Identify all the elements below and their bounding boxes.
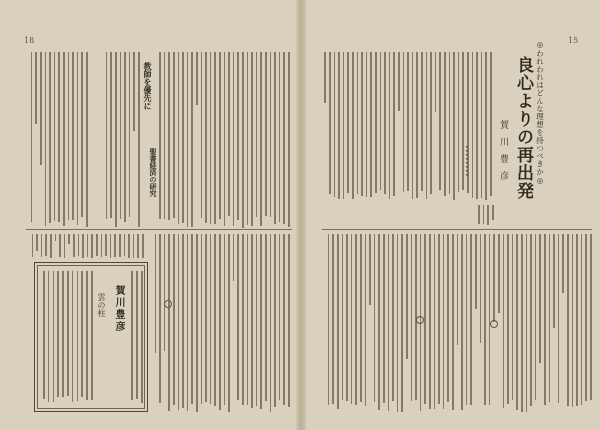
- text-line: [444, 52, 446, 196]
- body-text-column: [154, 234, 290, 412]
- text-line: [196, 52, 198, 105]
- body-text-column: [324, 52, 492, 200]
- text-line: [562, 234, 564, 293]
- text-line: [283, 52, 285, 224]
- text-line: [138, 52, 140, 227]
- text-line: [201, 234, 203, 404]
- body-text-column: [324, 234, 592, 412]
- text-line: [539, 234, 541, 363]
- text-line: [119, 234, 121, 257]
- text-line: [205, 234, 207, 402]
- text-line: [36, 234, 38, 251]
- text-line: [110, 52, 112, 218]
- text-line: [219, 234, 221, 410]
- body-text-column: [28, 234, 144, 258]
- text-line: [438, 234, 440, 404]
- text-line: [411, 234, 413, 401]
- text-line: [64, 234, 66, 258]
- text-line: [279, 52, 281, 222]
- text-line: [164, 234, 166, 351]
- text-line: [435, 52, 437, 112]
- text-line: [114, 234, 116, 257]
- left-page: [0, 0, 298, 430]
- text-line: [378, 234, 380, 410]
- text-line: [347, 52, 349, 193]
- text-line: [45, 52, 47, 226]
- text-line: [498, 234, 500, 313]
- text-line: [492, 205, 494, 220]
- text-line: [398, 52, 400, 111]
- text-line: [201, 52, 203, 218]
- text-line: [77, 52, 79, 225]
- text-line: [274, 52, 276, 224]
- text-line: [483, 205, 485, 224]
- text-line: [443, 234, 445, 409]
- text-line: [553, 234, 555, 328]
- text-line: [133, 52, 135, 131]
- text-line: [470, 234, 472, 405]
- text-line: [168, 52, 170, 220]
- text-line: [476, 52, 478, 199]
- text-line: [374, 234, 376, 402]
- text-line: [393, 52, 395, 196]
- text-line: [288, 52, 290, 227]
- text-line: [406, 234, 408, 359]
- text-line: [242, 52, 244, 228]
- text-line: [462, 52, 464, 190]
- text-line: [384, 52, 386, 194]
- text-line: [35, 52, 37, 124]
- text-line: [247, 234, 249, 405]
- text-line: [228, 52, 230, 216]
- separator-mark: [164, 300, 172, 308]
- text-line: [45, 234, 47, 256]
- text-line: [31, 52, 33, 222]
- separator-mark: [416, 316, 424, 324]
- text-line: [572, 234, 574, 407]
- text-line: [41, 234, 43, 257]
- text-line: [77, 271, 79, 401]
- text-line: [535, 234, 537, 400]
- text-line: [421, 52, 423, 191]
- text-line: [324, 52, 326, 103]
- text-line: [403, 52, 405, 192]
- text-line: [68, 52, 70, 220]
- text-line: [43, 271, 45, 399]
- text-line: [81, 52, 83, 217]
- text-line: [53, 271, 55, 402]
- text-line: [210, 234, 212, 404]
- text-line: [503, 234, 505, 408]
- column-divider: [322, 229, 592, 230]
- body-text-column: [474, 205, 494, 225]
- text-line: [366, 52, 368, 197]
- text-line: [512, 234, 514, 400]
- text-line: [82, 234, 84, 258]
- text-line: [270, 52, 272, 217]
- text-line: [205, 52, 207, 223]
- article-title: 良心よりの再出発: [513, 56, 533, 200]
- advert-text: [127, 271, 143, 403]
- text-line: [58, 52, 60, 222]
- text-line: [133, 234, 135, 258]
- text-line: [338, 52, 340, 199]
- text-line: [458, 52, 460, 192]
- text-line: [355, 234, 357, 405]
- text-line: [55, 234, 57, 241]
- text-line: [585, 234, 587, 401]
- text-line: [265, 234, 267, 401]
- text-line: [86, 52, 88, 227]
- text-line: [155, 234, 157, 353]
- text-line: [242, 234, 244, 405]
- column-divider: [26, 229, 292, 230]
- text-line: [332, 234, 334, 404]
- text-line: [214, 234, 216, 406]
- text-line: [137, 234, 139, 258]
- text-line: [279, 234, 281, 400]
- text-line: [475, 234, 477, 309]
- text-line: [78, 234, 80, 256]
- text-line: [54, 52, 56, 221]
- text-line: [472, 52, 474, 198]
- text-line: [96, 234, 98, 256]
- text-line: [530, 234, 532, 406]
- advert-text: [43, 271, 93, 403]
- text-line: [173, 52, 175, 218]
- text-line: [178, 52, 180, 224]
- text-line: [576, 234, 578, 406]
- separator-mark: [490, 320, 498, 328]
- text-line: [49, 52, 51, 223]
- text-line: [337, 234, 339, 409]
- text-line: [452, 234, 454, 410]
- text-line: [260, 234, 262, 409]
- text-line: [87, 234, 89, 257]
- text-line: [397, 234, 399, 412]
- text-line: [485, 52, 487, 200]
- text-line: [63, 52, 65, 226]
- text-line: [32, 234, 34, 257]
- advert-title: 賀川豊彦: [113, 285, 124, 333]
- text-line: [91, 271, 93, 400]
- text-line: [228, 234, 230, 412]
- text-line: [237, 234, 239, 400]
- leader-dots: [466, 146, 468, 176]
- text-line: [191, 52, 193, 227]
- text-line: [412, 52, 414, 199]
- text-line: [256, 234, 258, 406]
- text-line: [370, 52, 372, 197]
- text-line: [260, 52, 262, 226]
- text-line: [48, 271, 50, 402]
- text-line: [369, 234, 371, 305]
- text-line: [124, 234, 126, 256]
- text-line: [383, 234, 385, 403]
- text-line: [581, 234, 583, 405]
- text-line: [159, 52, 161, 219]
- right-page: [304, 0, 600, 430]
- text-line: [59, 234, 61, 257]
- text-line: [187, 234, 189, 411]
- text-line: [105, 234, 107, 256]
- text-line: [429, 234, 431, 409]
- text-line: [466, 234, 468, 405]
- text-line: [342, 234, 344, 400]
- text-line: [521, 234, 523, 412]
- text-line: [233, 52, 235, 226]
- body-text-column: [28, 52, 88, 228]
- text-line: [274, 234, 276, 407]
- text-line: [106, 52, 108, 219]
- text-line: [375, 52, 377, 193]
- text-line: [283, 234, 285, 405]
- text-line: [516, 234, 518, 410]
- text-line: [288, 234, 290, 407]
- text-line: [142, 234, 144, 258]
- text-line: [164, 52, 166, 219]
- text-line: [389, 52, 391, 199]
- text-line: [407, 52, 409, 191]
- text-line: [449, 52, 451, 194]
- text-line: [81, 271, 83, 397]
- text-line: [72, 52, 74, 220]
- text-line: [484, 234, 486, 405]
- text-line: [62, 271, 64, 397]
- text-line: [424, 234, 426, 404]
- text-line: [478, 205, 480, 224]
- text-line: [360, 234, 362, 402]
- left-page-number: 18: [24, 36, 35, 45]
- text-line: [480, 234, 482, 343]
- text-line: [50, 234, 52, 258]
- text-line: [128, 234, 130, 258]
- text-line: [590, 234, 592, 400]
- text-line: [549, 234, 551, 402]
- section-heading: 教師を優先に: [143, 62, 153, 110]
- text-line: [101, 234, 103, 257]
- text-line: [173, 234, 175, 405]
- text-line: [481, 52, 483, 198]
- text-line: [224, 52, 226, 226]
- text-line: [124, 52, 126, 222]
- text-line: [334, 52, 336, 197]
- text-line: [141, 271, 143, 403]
- text-line: [426, 52, 428, 199]
- body-text-column: [156, 52, 290, 228]
- text-line: [129, 52, 131, 217]
- text-line: [214, 52, 216, 224]
- section-heading: 聖書経済の研究: [149, 148, 158, 197]
- text-line: [40, 52, 42, 165]
- text-line: [67, 271, 69, 396]
- text-line: [168, 234, 170, 411]
- text-line: [136, 271, 138, 399]
- text-line: [159, 234, 161, 403]
- text-line: [392, 234, 394, 401]
- text-line: [453, 52, 455, 200]
- text-line: [115, 52, 117, 227]
- text-line: [401, 234, 403, 412]
- advert-box: [34, 262, 148, 412]
- text-line: [72, 271, 74, 402]
- text-line: [493, 234, 495, 322]
- text-line: [346, 234, 348, 401]
- advert-subtitle: 雲の柱: [97, 293, 106, 317]
- text-line: [526, 234, 528, 412]
- text-line: [219, 52, 221, 219]
- text-line: [352, 52, 354, 199]
- text-line: [110, 234, 112, 258]
- text-line: [544, 234, 546, 405]
- text-line: [265, 52, 267, 216]
- article-author: 賀川豊彦: [498, 120, 508, 188]
- text-line: [434, 234, 436, 409]
- text-line: [489, 234, 491, 405]
- text-line: [490, 52, 492, 196]
- text-line: [120, 52, 122, 219]
- text-line: [182, 52, 184, 223]
- text-line: [247, 52, 249, 225]
- text-line: [91, 234, 93, 258]
- text-line: [224, 234, 226, 405]
- body-text-column: [104, 52, 140, 228]
- text-line: [567, 234, 569, 406]
- text-line: [256, 52, 258, 217]
- right-page-number: 15: [568, 36, 579, 45]
- text-line: [86, 271, 88, 400]
- text-line: [182, 234, 184, 408]
- text-line: [461, 234, 463, 410]
- text-line: [68, 234, 70, 244]
- text-line: [210, 52, 212, 224]
- text-line: [270, 234, 272, 412]
- text-line: [233, 234, 235, 281]
- text-line: [380, 52, 382, 190]
- text-line: [361, 52, 363, 196]
- text-line: [237, 52, 239, 220]
- text-line: [558, 234, 560, 403]
- text-line: [131, 271, 133, 400]
- text-line: [430, 52, 432, 194]
- text-line: [357, 52, 359, 194]
- text-line: [196, 234, 198, 412]
- text-line: [439, 52, 441, 190]
- text-line: [365, 234, 367, 406]
- text-line: [388, 234, 390, 411]
- text-line: [191, 234, 193, 404]
- text-line: [57, 271, 59, 397]
- text-line: [328, 234, 330, 405]
- text-line: [73, 234, 75, 257]
- text-line: [487, 205, 489, 225]
- text-line: [416, 52, 418, 198]
- article-kicker: ◎われわれはどんな理想を持つべきか◎: [535, 40, 545, 186]
- text-line: [178, 234, 180, 410]
- text-line: [251, 52, 253, 226]
- text-line: [507, 234, 509, 404]
- text-line: [457, 234, 459, 345]
- text-line: [329, 52, 331, 194]
- text-line: [187, 52, 189, 227]
- text-line: [447, 234, 449, 402]
- text-line: [251, 234, 253, 408]
- text-line: [351, 234, 353, 404]
- text-line: [343, 52, 345, 199]
